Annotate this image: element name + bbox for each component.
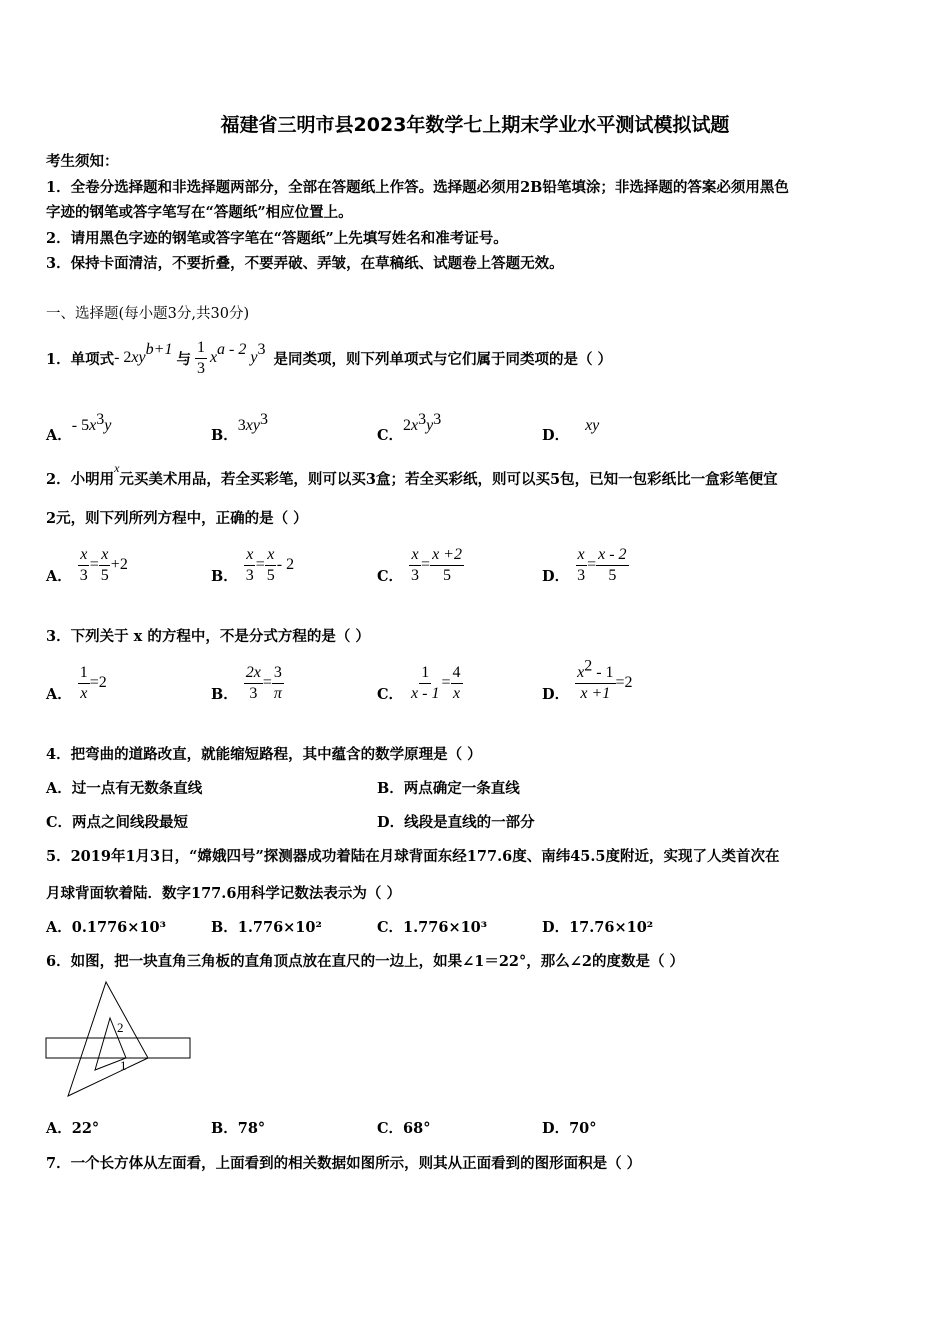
q6-option-b[interactable]: B．78° — [211, 1120, 266, 1137]
q1-option-d[interactable] — [542, 414, 600, 444]
num: x — [265, 546, 276, 566]
q1-option-a[interactable] — [46, 411, 112, 444]
page-title: 福建省三明市县2023年数学七上期末学业水平测试模拟试题 — [220, 114, 730, 136]
q4-option-b[interactable]: B．两点确定一条直线 — [377, 780, 520, 797]
option-label: A． — [46, 427, 72, 444]
option-y-exp: 3 — [433, 411, 442, 429]
num-tail: - 1 — [592, 663, 614, 681]
q1-frac-den: 3 — [196, 359, 205, 377]
q6-option-d[interactable]: D．70° — [542, 1120, 597, 1137]
q2-option-a[interactable] — [46, 542, 128, 588]
right-fraction — [99, 546, 111, 585]
left-fraction — [78, 664, 90, 703]
q3-option-a[interactable] — [46, 660, 107, 706]
den: x +1 — [580, 684, 611, 702]
q3-option-d[interactable] — [542, 657, 633, 706]
tail: - 2 — [276, 556, 295, 573]
q3-option-c[interactable] — [377, 660, 463, 706]
option-label: D． — [542, 427, 570, 444]
q1-suffix: 是同类项，则下列单项式与它们属于同类项的是（ ） — [273, 350, 613, 368]
q1-monomial-2-y: y — [250, 349, 258, 366]
num: x — [78, 546, 89, 566]
q6-option-c[interactable]: C．68° — [377, 1120, 431, 1137]
den: 5 — [100, 566, 109, 584]
num: x - 2 — [596, 546, 628, 566]
q2-prefix: 2．小明用 — [46, 471, 115, 488]
num: x +2 — [430, 546, 464, 566]
num: 2x — [244, 664, 263, 684]
q6-figure — [40, 978, 200, 1104]
right-fraction — [451, 664, 463, 703]
option-label: A． — [46, 685, 72, 703]
option-label: C． — [377, 685, 404, 703]
left-fraction — [244, 664, 263, 703]
notice-heading: 考生须知： — [46, 153, 119, 170]
triangle-outer — [68, 982, 148, 1096]
question-3: 3．下列关于 x 的方程中，不是分式方程的是（ ） — [46, 628, 370, 645]
option-y: y — [426, 417, 434, 434]
den: 5 — [266, 566, 275, 584]
ruler-shape — [46, 1038, 190, 1058]
option-label: C． — [377, 567, 404, 585]
angle-1-label: 1 — [120, 1058, 127, 1073]
q6-option-a[interactable]: A．22° — [46, 1120, 100, 1137]
q5-option-a[interactable]: A．0.1776×10³ — [46, 919, 166, 936]
question-2-line-1 — [46, 461, 778, 489]
num: 1 — [419, 664, 431, 684]
section-heading: 一、选择题(每小题3分,共30分) — [46, 306, 250, 322]
q2-line1: 元买美术用品，若全买彩笔，则可以买3盒；若全买彩纸，则可以买5包，已知一包彩纸比一盒彩笔便宜 — [119, 471, 778, 488]
right-fraction — [430, 546, 464, 585]
tail: +2 — [110, 556, 128, 573]
equals: = — [441, 674, 451, 691]
den: 3 — [577, 566, 586, 584]
den: 3 — [411, 566, 420, 584]
question-4: 4．把弯曲的道路改直，就能缩短路程，其中蕴含的数学原理是（ ） — [46, 746, 482, 763]
notice-item-1-line-1: 1．全卷分选择题和非选择题两部分，全部在答题纸上作答。选择题必须用2B铅笔填涂；非选择题的答案必须用黑色 — [46, 179, 789, 196]
q2-var: x — [114, 461, 120, 476]
left-fraction — [409, 546, 421, 585]
num: x — [244, 546, 255, 566]
option-x: xy — [585, 417, 600, 434]
q1-fraction — [195, 339, 207, 378]
q5-option-c[interactable]: C．1.776×10³ — [377, 919, 488, 936]
right-fraction — [272, 664, 284, 703]
q4-option-a[interactable]: A．过一点有无数条直线 — [46, 780, 203, 797]
q1-option-c[interactable] — [377, 411, 442, 444]
equals: =2 — [89, 674, 107, 691]
num: 1 — [78, 664, 90, 684]
num: x — [576, 546, 587, 566]
q3-option-b[interactable] — [211, 660, 284, 706]
notice-item-3: 3．保持卡面清洁，不要折叠，不要弄破、弄皱，在草稿纸、试题卷上答题无效。 — [46, 255, 564, 272]
den: π — [273, 684, 282, 702]
angle-2-label: 2 — [117, 1020, 124, 1035]
right-fraction — [265, 546, 277, 585]
question-5-line-2: 月球背面软着陆．数字177.6用科学记数法表示为（ ） — [46, 885, 401, 902]
notice-item-2: 2．请用黑色字迹的钢笔或答字笔在“答题纸”上先填写姓名和准考证号。 — [46, 230, 508, 247]
question-7: 7．一个长方体从左面看，上面看到的相关数据如图所示，则其从正面看到的图形面积是（ ） — [46, 1155, 642, 1172]
q5-option-d[interactable]: D．17.76×10² — [542, 919, 654, 936]
den: 5 — [443, 566, 452, 584]
num: 4 — [451, 664, 463, 684]
option-label: C． — [377, 427, 404, 444]
q1-frac-num: 1 — [195, 339, 207, 359]
num-base: x — [577, 663, 585, 681]
q2-option-c[interactable] — [377, 542, 464, 588]
left-fraction — [409, 664, 441, 703]
q1-and: 与 — [176, 350, 191, 368]
left-fraction — [575, 657, 615, 703]
num-exp: 2 — [584, 657, 593, 675]
option-x: x — [89, 417, 97, 434]
option-label: A． — [46, 567, 72, 585]
notice-item-1-line-2: 字迹的钢笔或答字笔写在“答题纸”相应位置上。 — [46, 204, 353, 221]
option-label: B． — [211, 427, 238, 444]
equals: = — [421, 556, 431, 573]
q1-option-b[interactable] — [211, 411, 268, 444]
option-x: xy — [245, 417, 260, 434]
right-fraction — [596, 546, 628, 585]
q1-monomial-1-x: x — [131, 349, 139, 366]
q5-option-b[interactable]: B．1.776×10² — [211, 919, 322, 936]
left-fraction — [244, 546, 256, 585]
question-6: 6．如图，把一块直角三角板的直角顶点放在直尺的一边上，如果∠1＝22°，那么∠2的度数是（ ） — [46, 953, 685, 970]
q2-option-b[interactable] — [211, 542, 294, 588]
option-x-exp: 3 — [96, 411, 105, 429]
option-coef: 2 — [403, 417, 412, 434]
option-y-exp: 3 — [259, 411, 268, 429]
option-y: y — [104, 417, 112, 434]
question-5-line-1: 5．2019年1月3日，“嫦娥四号”探测器成功着陆在月球背面东经177.6度、南纬45.5度附近，实现了人类首次在 — [46, 848, 780, 865]
option-x-exp: 3 — [418, 411, 427, 429]
q4-option-d[interactable]: D．线段是直线的一部分 — [377, 814, 535, 831]
left-fraction — [78, 546, 90, 585]
option-label: B． — [211, 567, 238, 585]
left-fraction — [575, 546, 587, 585]
num — [575, 657, 615, 684]
equals: = — [587, 556, 597, 573]
option-coef: 3 — [237, 417, 246, 434]
den: 3 — [249, 684, 258, 702]
equals: = — [262, 674, 272, 691]
q1-monomial-2-x: x — [209, 349, 218, 366]
q1-monomial-1-coef: - 2 — [114, 349, 132, 366]
den: 5 — [608, 566, 617, 584]
den: 3 — [79, 566, 88, 584]
den: x — [80, 684, 88, 702]
q2-option-d[interactable] — [542, 542, 629, 588]
option-label: B． — [211, 685, 238, 703]
option-coef: - 5 — [71, 417, 90, 434]
question-1: 1．单项式 - 2 x y $^{b+1}$ 与 $\frac{1}{3}$ x $^{a - 2}$ y $^3$ 是同类项，则下列单项式与它们属于同类项的是（ ） — [46, 338, 613, 377]
num: x — [99, 546, 110, 566]
num: 3 — [272, 664, 284, 684]
equals: =2 — [615, 674, 633, 691]
den: x - 1 — [411, 684, 440, 702]
den: x — [452, 684, 461, 702]
option-label: D． — [542, 685, 570, 703]
q1-monomial-1-y: y — [138, 349, 146, 366]
equals: = — [255, 556, 265, 573]
equals: = — [89, 556, 99, 573]
q1-prefix: 1．单项式 — [46, 350, 115, 368]
question-2-line-2: 2元，则下列所列方程中，正确的是（ ） — [46, 510, 308, 527]
q4-option-c[interactable]: C．两点之间线段最短 — [46, 814, 189, 831]
num: x — [409, 546, 420, 566]
option-x: x — [411, 417, 419, 434]
den: 3 — [245, 566, 254, 584]
option-label: D． — [542, 567, 570, 585]
